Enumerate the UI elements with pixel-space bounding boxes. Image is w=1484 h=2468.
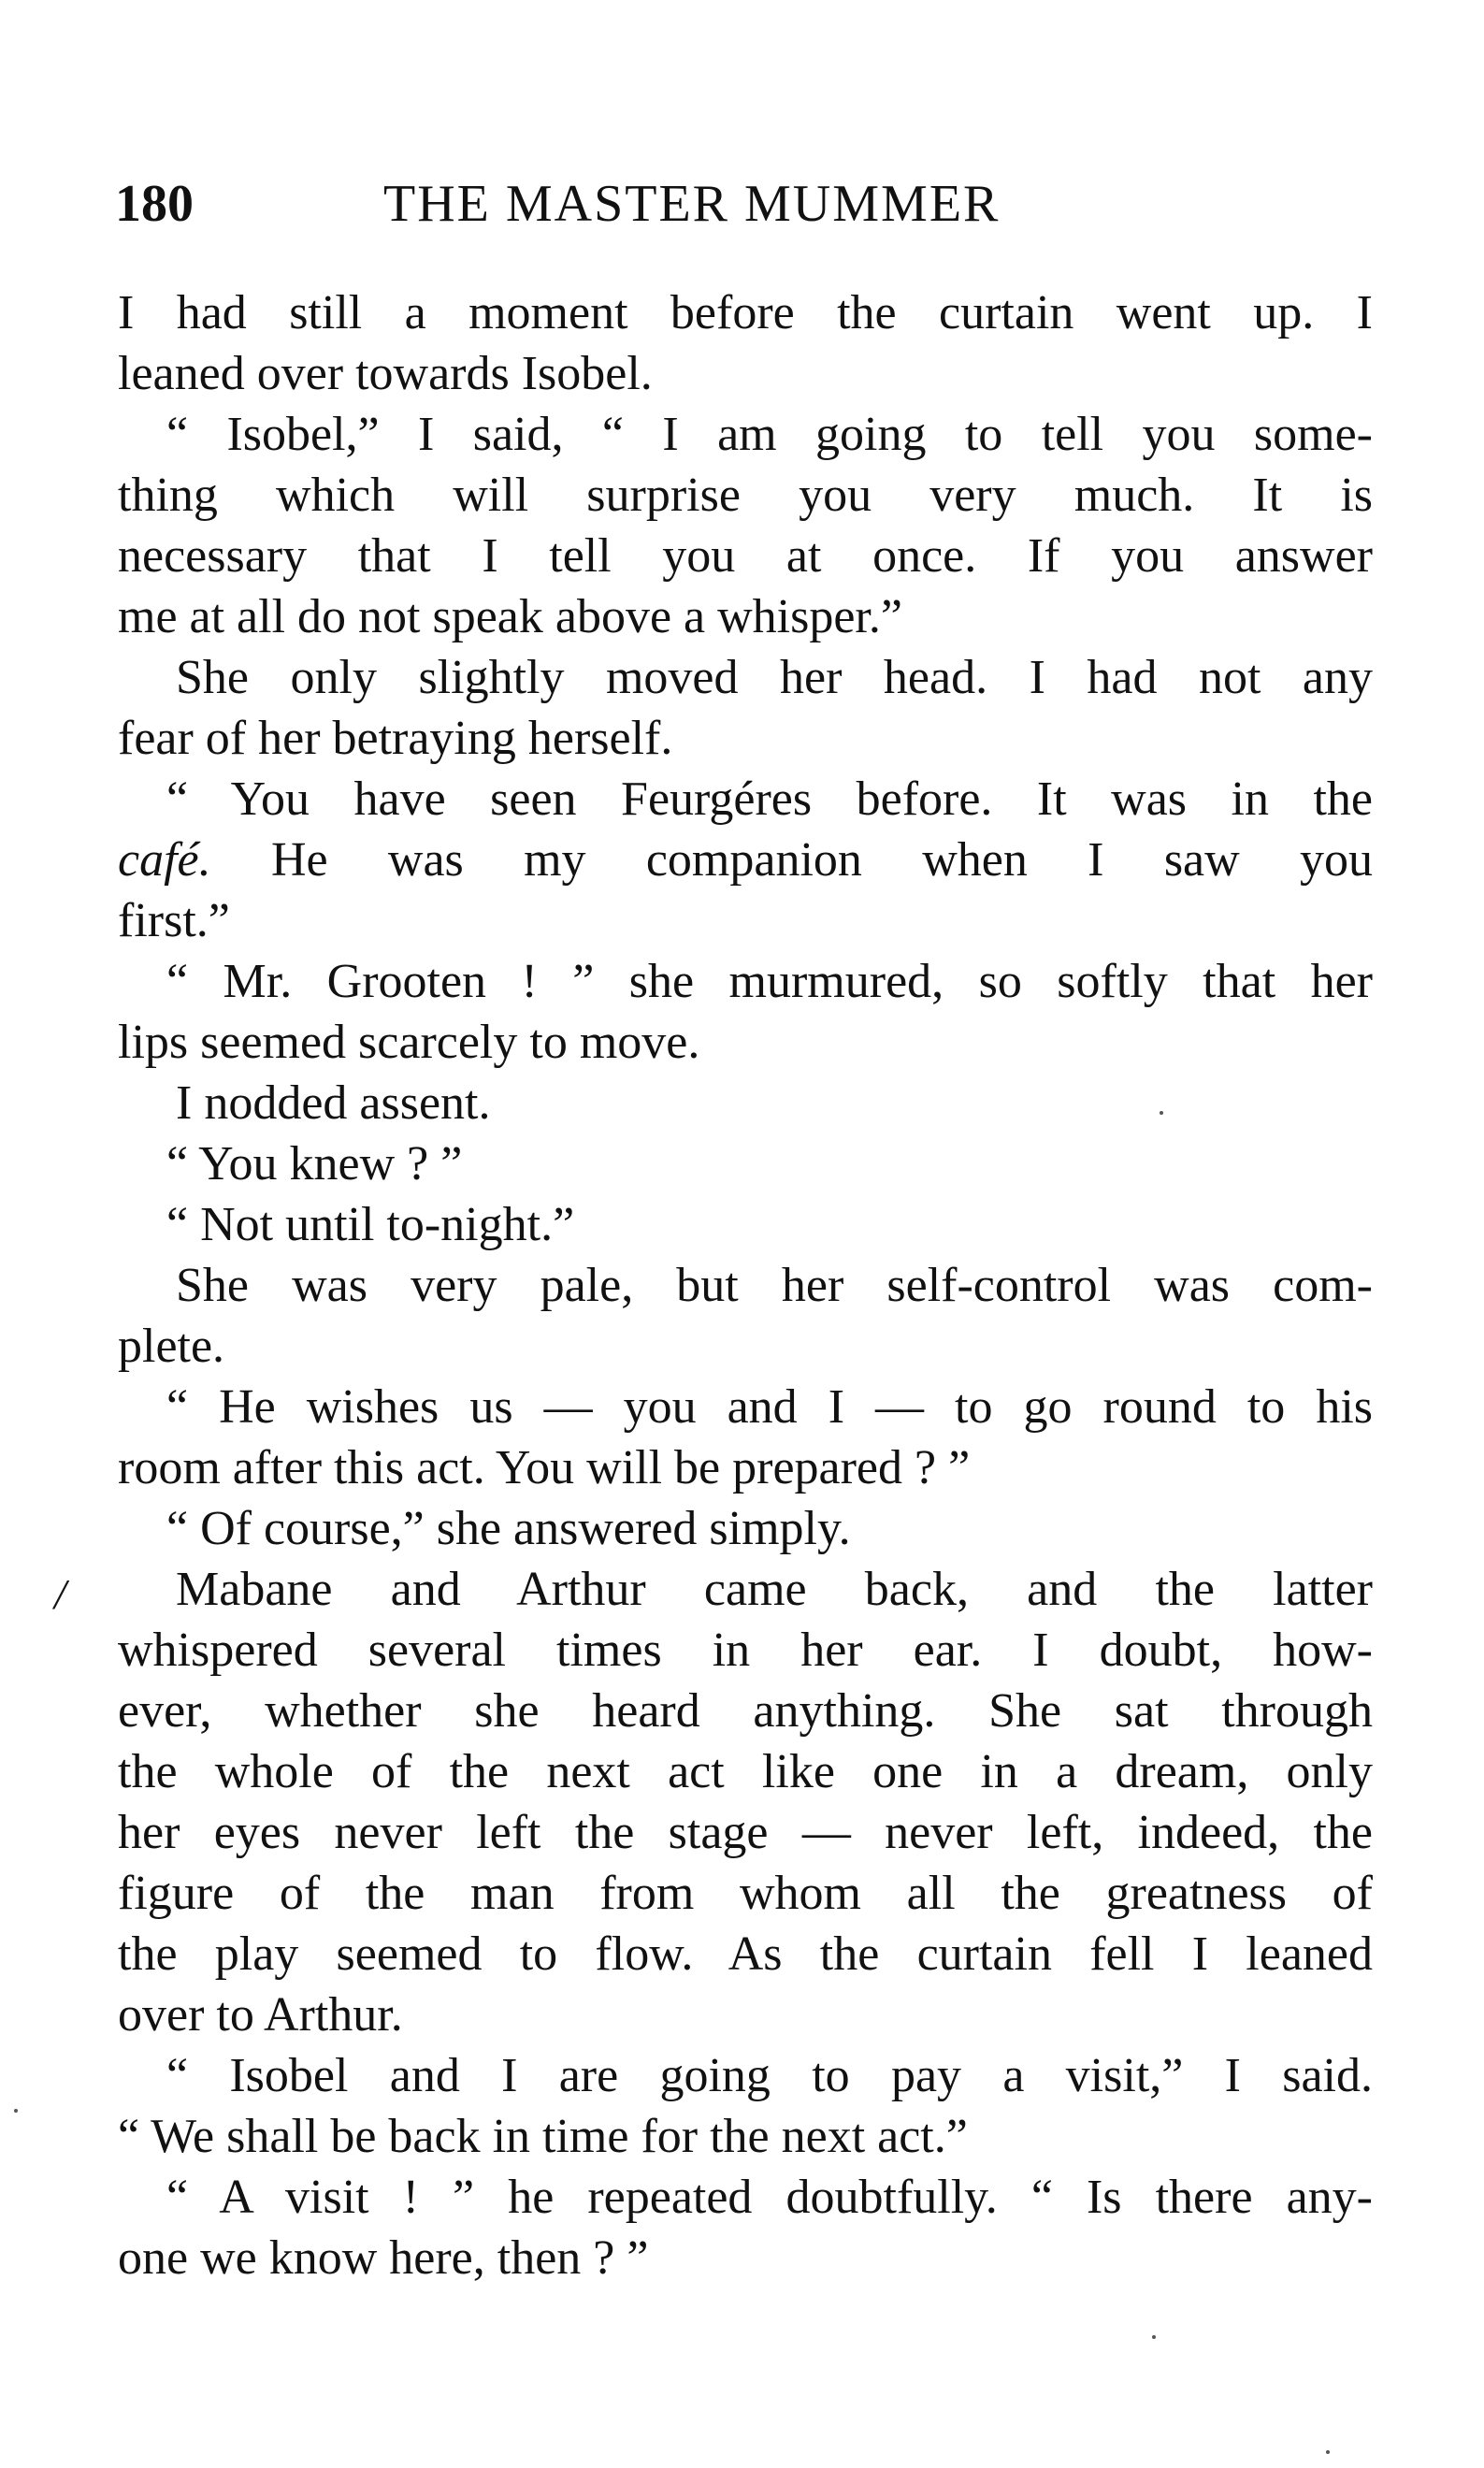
running-head	[115, 171, 1377, 237]
text-line: I nodded assent.	[176, 1076, 491, 1130]
text-line: figure of the man from whom all the greatness of	[118, 1867, 1373, 1920]
text-line: the whole of the next act like one in a dream, only	[118, 1745, 1373, 1798]
body-text	[118, 282, 1373, 2288]
text-line: “ You knew ? ”	[166, 1137, 463, 1191]
running-title: THE MASTER MUMMER	[383, 175, 1001, 233]
text-line	[118, 830, 1373, 890]
text-line: “ Not until to-night.”	[166, 1198, 575, 1251]
text-line: plete.	[118, 1320, 225, 1373]
text-line: her eyes never left the stage — never left, indeed, the	[118, 1806, 1373, 1859]
page-number: 180	[115, 175, 194, 233]
text-line: “ A visit ! ” he repeated doubtfully. “ Is there any-	[166, 2171, 1373, 2224]
text-line: leaned over towards Isobel.	[118, 347, 653, 400]
text-line: “ Mr. Grooten ! ” she murmured, so softly that her	[166, 955, 1373, 1008]
paper-speck	[14, 2109, 18, 2113]
text-line: fear of her betraying herself.	[118, 712, 673, 765]
text-line-rest: He was my companion when I saw you	[270, 833, 1374, 887]
text-line: “ You have seen Feurgéres before. It was in the	[166, 772, 1373, 826]
text-line: the play seemed to flow. As the curtain fell I leaned	[118, 1927, 1373, 1981]
text-line: thing which will surprise you very much. It is	[118, 469, 1373, 522]
text-line: “ We shall be back in time for the next act.”	[118, 2110, 968, 2163]
text-line: “ He wishes us — you and I — to go round to his	[166, 1380, 1373, 1434]
text-line: over to Arthur.	[118, 1988, 403, 2042]
text-line: Mabane and Arthur came back, and the latter	[176, 1563, 1373, 1616]
margin-mark: /	[54, 1570, 66, 1618]
text-line: necessary that I tell you at once. If you answer	[118, 529, 1373, 583]
text-line: “ Isobel and I are going to pay a visit,” I said.	[166, 2049, 1373, 2102]
text-line: room after this act. You will be prepared ? ”	[118, 1441, 971, 1494]
text-line: me at all do not speak above a whisper.”	[118, 590, 902, 643]
paper-speck	[1152, 2335, 1156, 2339]
italic-word: café.	[118, 833, 211, 887]
paper-speck	[1326, 2450, 1330, 2454]
text-line: one we know here, then ? ”	[118, 2231, 649, 2285]
text-line: “ Of course,” she answered simply.	[166, 1502, 851, 1555]
text-line: “ Isobel,” I said, “ I am going to tell you some-	[166, 408, 1373, 461]
text-line: whispered several times in her ear. I doubt, how-	[118, 1624, 1373, 1677]
text-line: first.”	[118, 894, 230, 947]
text-line: I had still a moment before the curtain went up. I	[118, 286, 1373, 339]
text-line: She was very pale, but her self-control was com-	[176, 1259, 1373, 1312]
paper-speck	[1160, 1111, 1163, 1115]
text-line: lips seemed scarcely to move.	[118, 1016, 700, 1069]
text-line: ever, whether she heard anything. She sat through	[118, 1684, 1373, 1738]
text-line: She only slightly moved her head. I had not any	[176, 651, 1373, 704]
